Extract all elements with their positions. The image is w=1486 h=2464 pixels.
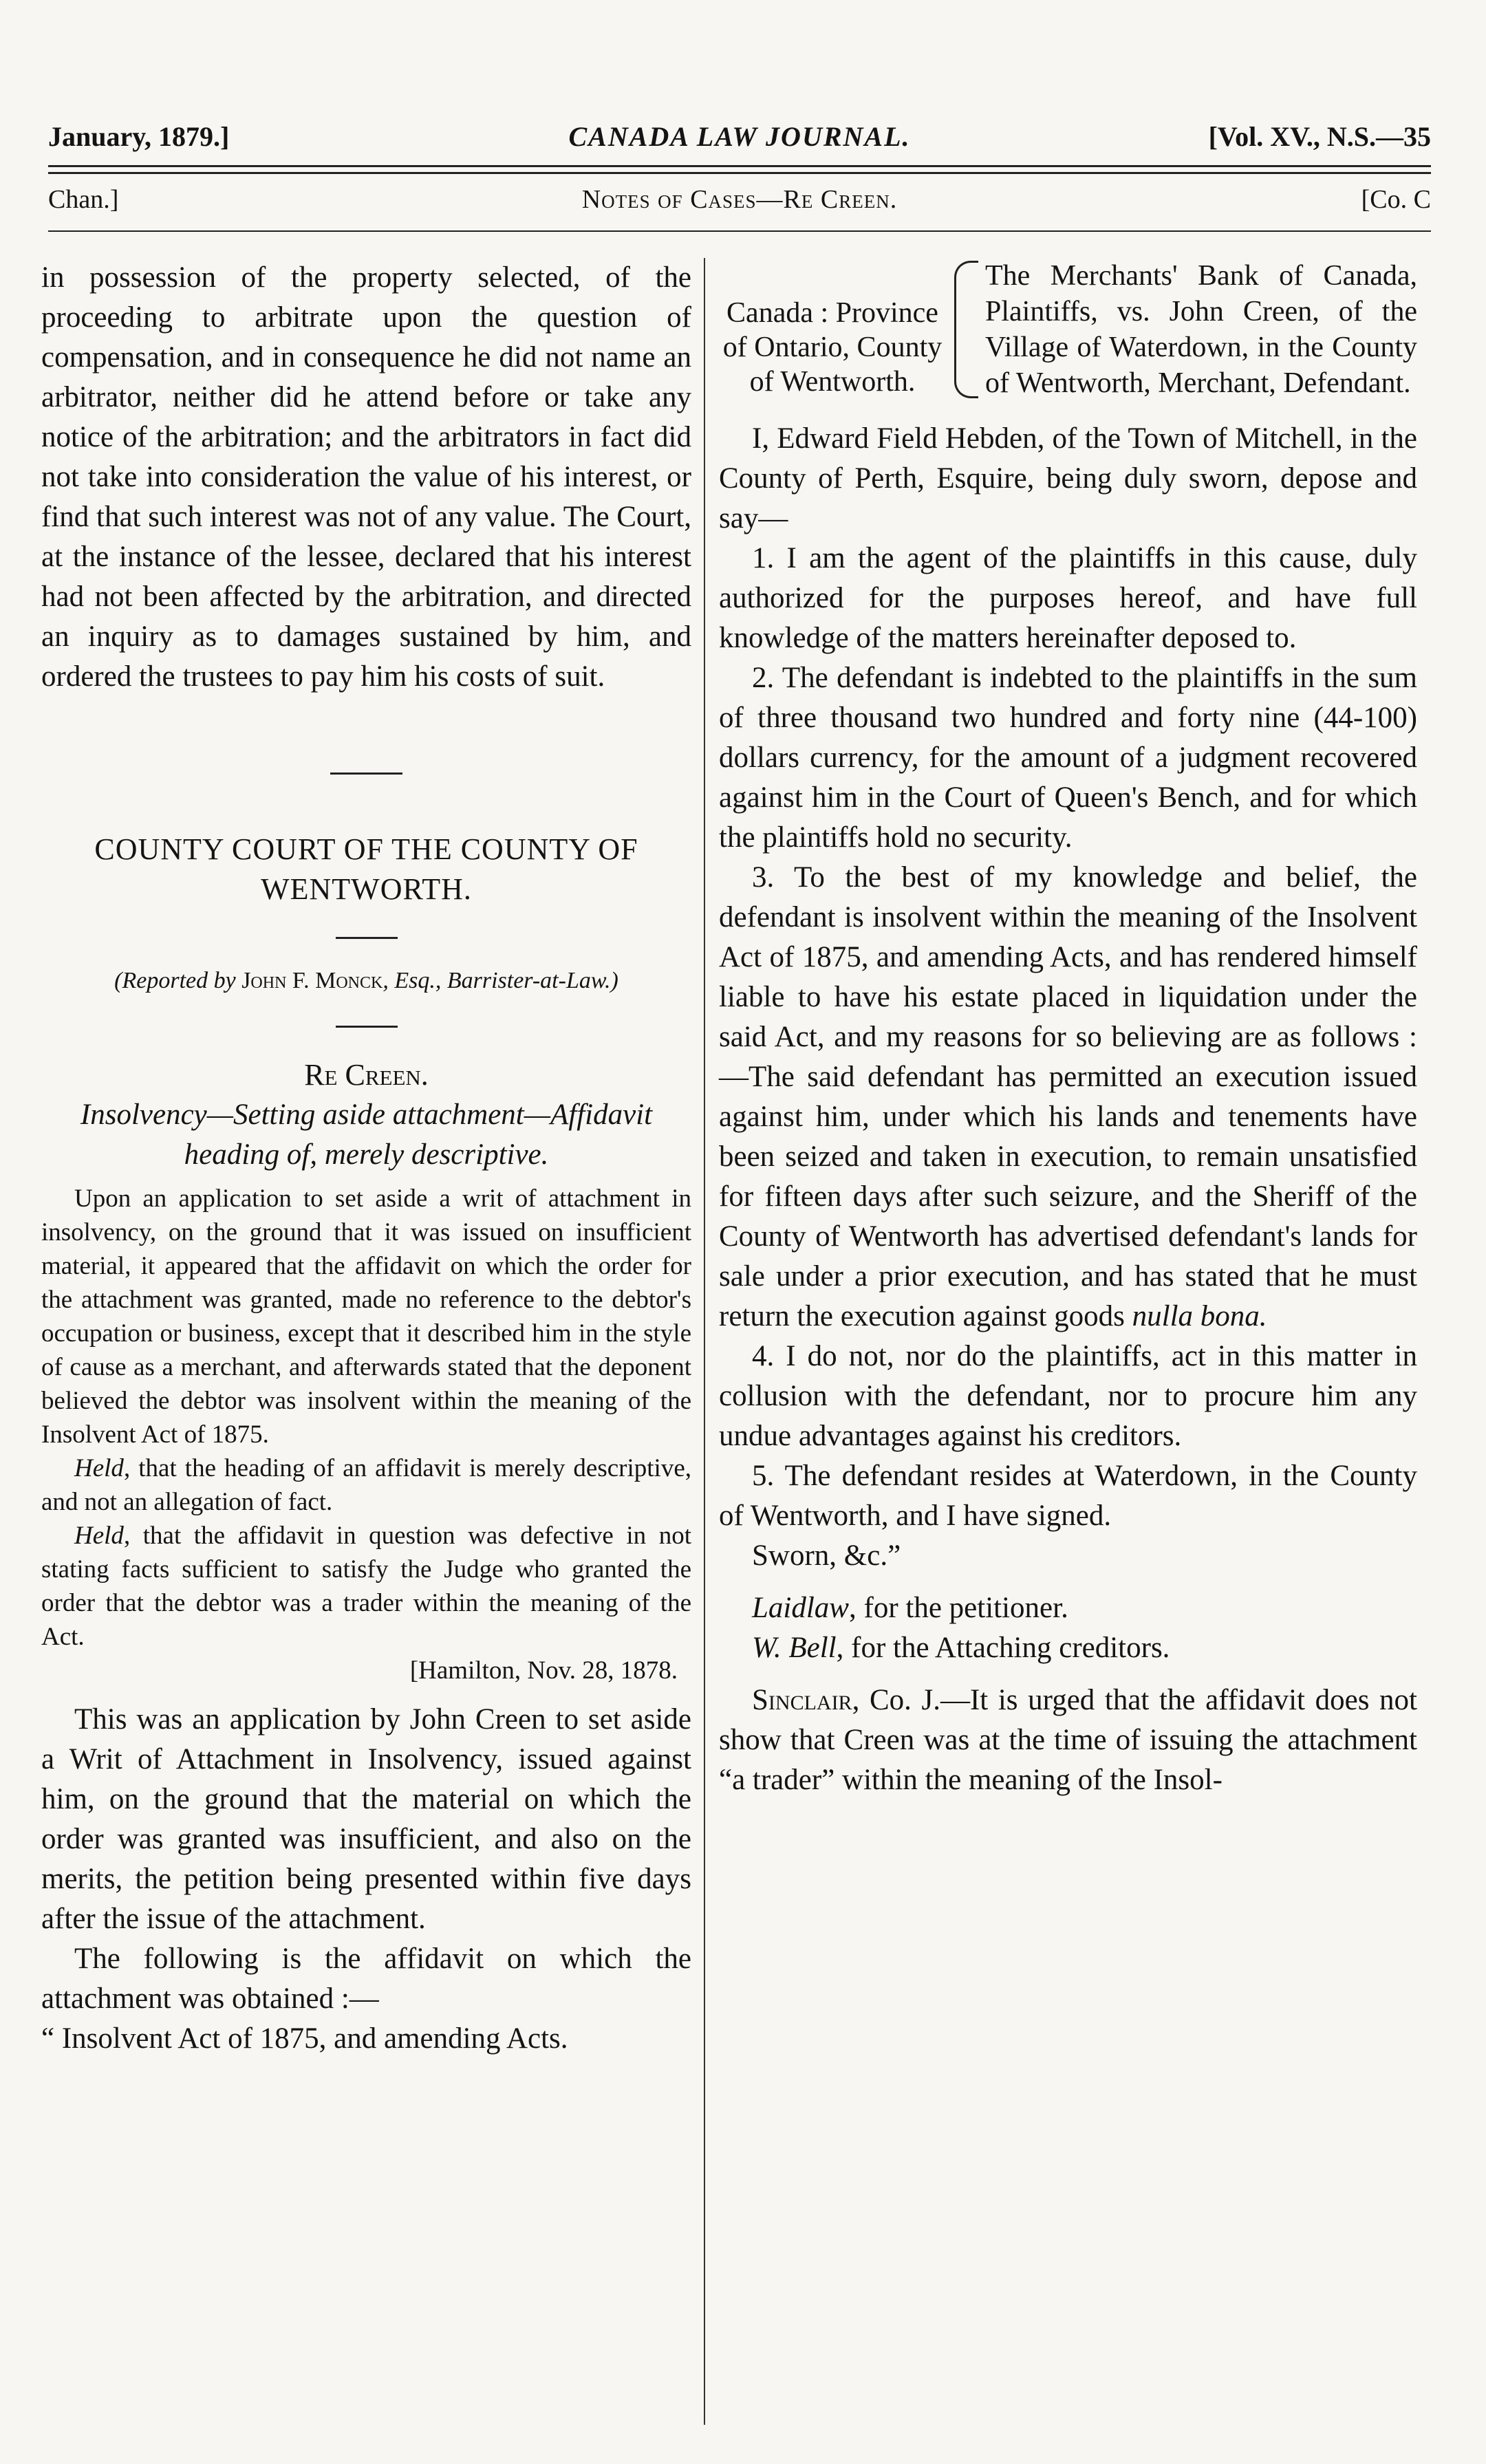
- court-right: [Co. C: [1361, 185, 1431, 214]
- judge-name: Sinclair: [752, 1684, 852, 1716]
- affidavit-para-5: 5. The defendant resides at Waterdown, in the County of Wentworth, and I have signed.: [719, 1460, 1417, 1532]
- held-label-1: Held: [74, 1454, 124, 1482]
- subhead-rule: [48, 230, 1431, 232]
- volume-page: [Vol. XV., N.S.—35: [1208, 121, 1431, 152]
- para-3-italic: nulla bona.: [1132, 1300, 1267, 1332]
- caption-parties: The Merchants' Bank of Canada, Plaintiffs, vs. John Creen, of the Village of Waterdown, in the County of Wentworth, Merchant, Defendant.: [985, 260, 1417, 399]
- judgment-text: , Co. J.—It is urged that the affidavit does not show that Creen was at the time of issuing the attachment “a trader” within the meaning of the Insol-: [719, 1684, 1417, 1796]
- section-head: [48, 184, 1431, 226]
- header-rule-bottom: [48, 172, 1431, 174]
- affidavit-para-1: 1. I am the agent of the plaintiffs in this cause, duly authorized for the purposes hereof, and have full knowledge of the matters hereinafter deposed to.: [719, 542, 1417, 654]
- reporter-suffix: , Esq., Barrister-at-Law.): [383, 968, 618, 993]
- judgment-paragraph: [719, 1681, 1417, 1800]
- running-head: [48, 120, 1431, 162]
- brace-mark: [954, 261, 978, 398]
- journal-title: CANADA LAW JOURNAL.: [568, 121, 911, 152]
- court-heading: COUNTY COURT OF THE COUNTY OF WENTWORTH.: [94, 832, 638, 906]
- dateline: [Hamilton, Nov. 28, 1878.: [409, 1656, 678, 1685]
- reporter-prefix: (Reported by: [114, 968, 236, 993]
- affidavit-para-3: [719, 858, 1417, 1337]
- header-rule-top: [48, 165, 1431, 167]
- held-text-2: , that the affidavit in question was defective in not stating facts sufficient to satisfy the Judge who granted the order that the debtor was a trader within the meaning of the Act.: [41, 1522, 691, 1651]
- section-title: Notes of Cases—Re Creen.: [581, 185, 898, 214]
- affidavit-intro: I, Edward Field Hebden, of the Town of Mitchell, in the County of Perth, Esquire, being duly sworn, depose and say—: [719, 422, 1417, 534]
- affidavit-para-2: 2. The defendant is indebted to the plaintiffs in the sum of three thousand two hundred and forty nine (44-100) dollars currency, for the amount of a judgment recovered against him in the Court of Queen's Bench, and for which the plaintiffs hold no security.: [719, 662, 1417, 854]
- headnote: Upon an application to set aside a writ of attachment in insolvency, on the ground that it was issued on insufficient material, it appeared that the affidavit on which the order for the attachment was granted, made no reference to the debtor's occupation or business, except that it described him in the style of cause as a merchant, and afterwards stated that the deponent believed the debtor was insolvent within the meaning of the Insolvent Act of 1875.: [41, 1185, 691, 1449]
- counsel-1-name: Laidlaw: [752, 1592, 849, 1624]
- counsel-1: [719, 1588, 1417, 1628]
- case-title: Re Creen.: [304, 1058, 429, 1092]
- reporter-line: [41, 961, 691, 1001]
- body-paragraph-1: This was an application by John Creen to set aside a Writ of Attachment in Insolvency, issued against him, on the ground that the material on which the order was granted was insufficient, and also on the merits, the petition being presented within five days after the issue of the attachment.: [41, 1703, 691, 1935]
- held-1: [41, 1451, 691, 1519]
- held-text-1: , that the heading of an affidavit is merely descriptive, and not an allegation of fact.: [41, 1454, 691, 1516]
- body-paragraph-3: “ Insolvent Act of 1875, and amending Acts.: [41, 2022, 568, 2055]
- case-subtitle: Insolvency—Setting aside attachment—Affidavit heading of, merely descriptive.: [80, 1099, 653, 1171]
- sworn-line: Sworn, &c.”: [752, 1539, 901, 1572]
- counsel-2: [719, 1628, 1417, 1668]
- body-paragraph-2: The following is the affidavit on which the attachment was obtained :—: [41, 1943, 691, 2015]
- court-left: Chan.]: [48, 185, 119, 214]
- caption-venue: Canada : Province of Ontario, County of Wentworth.: [722, 297, 943, 398]
- affidavit-para-4: 4. I do not, nor do the plaintiffs, act in this matter in collusion with the defendant, nor to procure him any undue advantages against his creditors.: [719, 1340, 1417, 1452]
- style-of-cause: [719, 258, 1417, 401]
- counsel-1-role: , for the petitioner.: [849, 1592, 1068, 1624]
- counsel-2-name: W. Bell: [752, 1632, 837, 1664]
- issue-date: January, 1879.]: [48, 121, 230, 152]
- counsel-2-role: , for the Attaching creditors.: [836, 1632, 1170, 1664]
- continued-paragraph: in possession of the property selected, of the proceeding to arbitrate upon the question of compensation, and in consequence he did not name an arbitrator, neither did he attend before or take any notice of the arbitration; and the arbitrators in fact did not take into consideration the value of his interest, or find that such interest was not of any value. The Court, at the instance of the lessee, declared that his interest had not been affected by the arbitration, and directed an inquiry as to damages sustained by him, and ordered the trustees to pay him his costs of suit.: [41, 261, 691, 693]
- right-column: [719, 258, 1417, 1800]
- held-label-2: Held: [74, 1522, 124, 1550]
- left-column: [41, 258, 691, 2059]
- reporter-name: John F. Monck: [241, 968, 383, 993]
- para-3-text: 3. To the best of my knowledge and belief, the defendant is insolvent within the meaning of the Insolvent Act of 1875, and amending Acts, and has rendered himself liable to have his estate placed in liquidation under the said Act, and my reasons for so believing are as follows :—The said defendant has permitted an execution issued against him, under which his lands and tenements have been seized and taken in execution, to remain unsatisfied for fifteen days after such seizure, and the Sheriff of the County of Wentworth has advertised defendant's lands for sale under a prior execution, and has stated that he must return the execution against goods: [719, 861, 1417, 1332]
- column-divider: [704, 258, 705, 2425]
- held-2: [41, 1519, 691, 1654]
